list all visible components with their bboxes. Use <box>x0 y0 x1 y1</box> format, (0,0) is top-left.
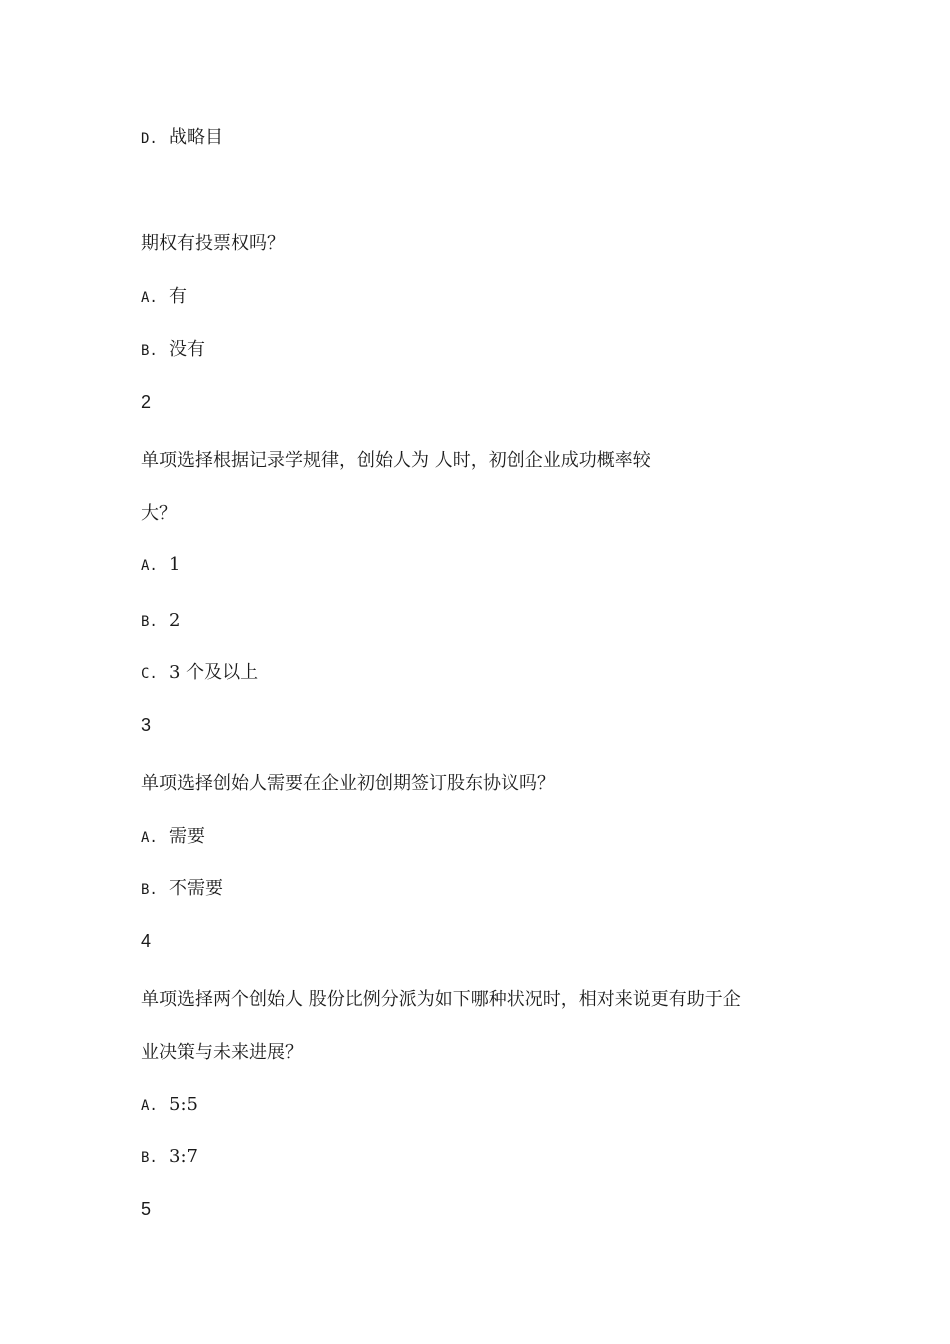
option-letter: B. <box>141 1150 158 1166</box>
option-letter: A. <box>141 558 158 574</box>
option-text: 战略目 <box>169 127 223 148</box>
option-d <box>141 127 223 150</box>
option-b <box>141 878 223 901</box>
option-text: 不需要 <box>169 878 223 899</box>
option-letter: B. <box>141 882 158 898</box>
option-text: 有 <box>169 286 187 307</box>
option-b <box>141 339 205 362</box>
question-number: 5 <box>141 1199 152 1219</box>
option-a <box>141 286 187 309</box>
question-number: 3 <box>141 715 152 735</box>
option-letter: B. <box>141 614 158 630</box>
option-c <box>141 662 258 685</box>
option-text: 3 个及以上 <box>169 662 259 683</box>
question-stem: 单项选择创始人需要在企业初创期签订股东协议吗？ <box>141 773 555 794</box>
option-letter: C. <box>141 666 158 682</box>
option-b <box>141 610 180 633</box>
option-letter: B. <box>141 343 158 359</box>
option-b <box>141 1146 198 1169</box>
option-a <box>141 554 180 577</box>
option-a <box>141 826 205 849</box>
question-stem: 期权有投票权吗？ <box>141 233 285 254</box>
option-text: 5:5 <box>169 1094 198 1115</box>
option-text: 2 <box>169 610 181 631</box>
question-number: 4 <box>141 931 152 951</box>
option-text: 3:7 <box>169 1146 198 1167</box>
question-stem-line1: 单项选择根据记录学规律，创始人为 人时，初创企业成功概率较 <box>141 450 651 471</box>
question-stem-line1: 单项选择两个创始人 股份比例分派为如下哪种状况时，相对来说更有助于企 <box>141 989 741 1010</box>
option-a <box>141 1094 198 1117</box>
option-text: 需要 <box>169 826 205 847</box>
option-text: 1 <box>169 554 181 575</box>
option-letter: A. <box>141 290 158 306</box>
option-text: 没有 <box>169 339 205 360</box>
option-letter: A. <box>141 1098 158 1114</box>
option-letter: D. <box>141 131 158 147</box>
question-number: 2 <box>141 392 152 412</box>
question-stem-line2: 业决策与未来进展？ <box>141 1042 303 1063</box>
question-stem-line2: 大？ <box>141 503 177 524</box>
option-letter: A. <box>141 830 158 846</box>
